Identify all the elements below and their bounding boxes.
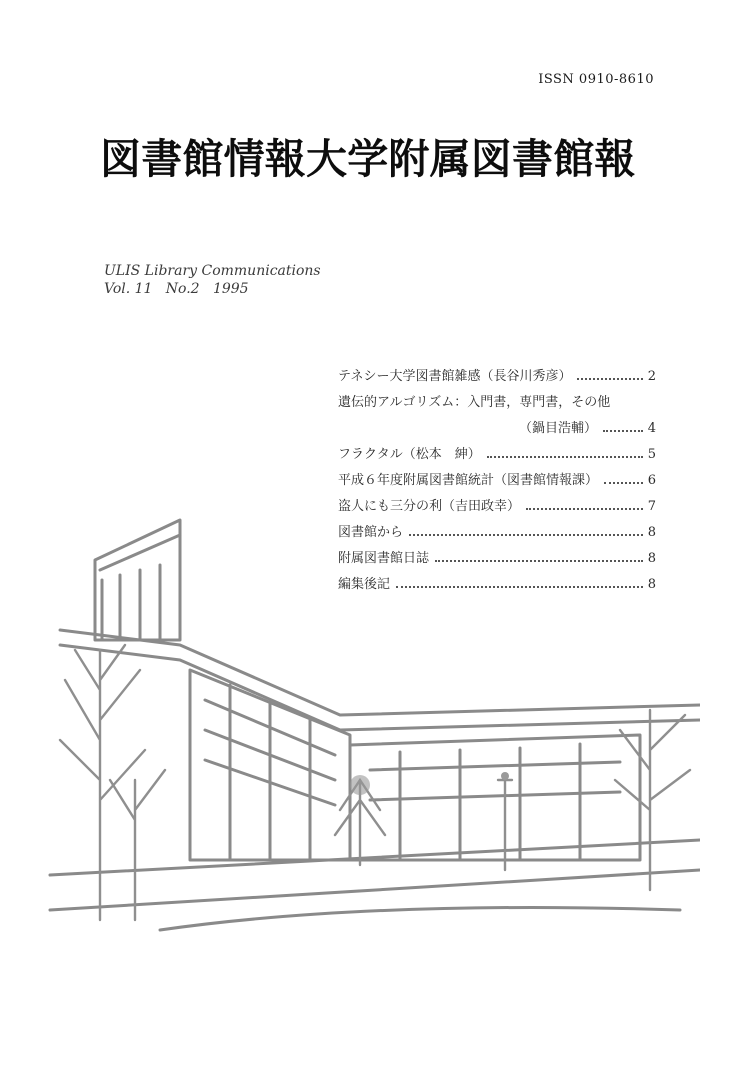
toc-item-title: 平成６年度附属図書館統計（図書館情報課） bbox=[338, 473, 599, 488]
toc-item-page: 2 bbox=[647, 369, 656, 384]
publication-info bbox=[104, 262, 321, 298]
toc-item-title: テネシー大学図書館雑感（長谷川秀彦） bbox=[338, 369, 572, 384]
toc-item-title: 編集後記 bbox=[338, 577, 391, 592]
toc-item-continuation bbox=[338, 417, 656, 443]
toc-item-page: 7 bbox=[647, 499, 656, 514]
issn-number: ISSN 0910-8610 bbox=[538, 72, 654, 87]
toc-item-page: 6 bbox=[647, 473, 656, 488]
toc-item bbox=[338, 443, 656, 469]
toc-item-page: 4 bbox=[647, 421, 656, 436]
toc-item-page: 8 bbox=[647, 577, 656, 592]
toc-item-title: （鍋目浩輔） bbox=[518, 421, 597, 436]
toc-item-title: 附属図書館日誌 bbox=[338, 551, 430, 566]
toc-item bbox=[338, 391, 656, 417]
toc-item-title: 遺伝的アルゴリズム：入門書，専門書，その他 bbox=[338, 395, 611, 410]
library-building-sketch bbox=[40, 480, 700, 950]
toc-item-page: 8 bbox=[647, 525, 656, 540]
toc-item bbox=[338, 365, 656, 391]
toc-item-page: 5 bbox=[647, 447, 656, 462]
issue-info: Vol. 11 No.2 1995 bbox=[104, 281, 249, 297]
toc-item-title: 盗人にも三分の利（吉田政幸） bbox=[338, 499, 521, 514]
toc-item-title: フラクタル（松本 紳） bbox=[338, 447, 481, 462]
toc-item-title: 図書館から bbox=[338, 525, 404, 540]
toc-leader bbox=[487, 455, 643, 458]
toc-leader bbox=[577, 377, 643, 380]
series-name: ULIS Library Communications bbox=[104, 263, 321, 279]
page-title: 図書館情報大学附属図書館報 bbox=[100, 135, 636, 183]
toc-leader bbox=[603, 429, 643, 432]
toc-item-page: 8 bbox=[647, 551, 656, 566]
